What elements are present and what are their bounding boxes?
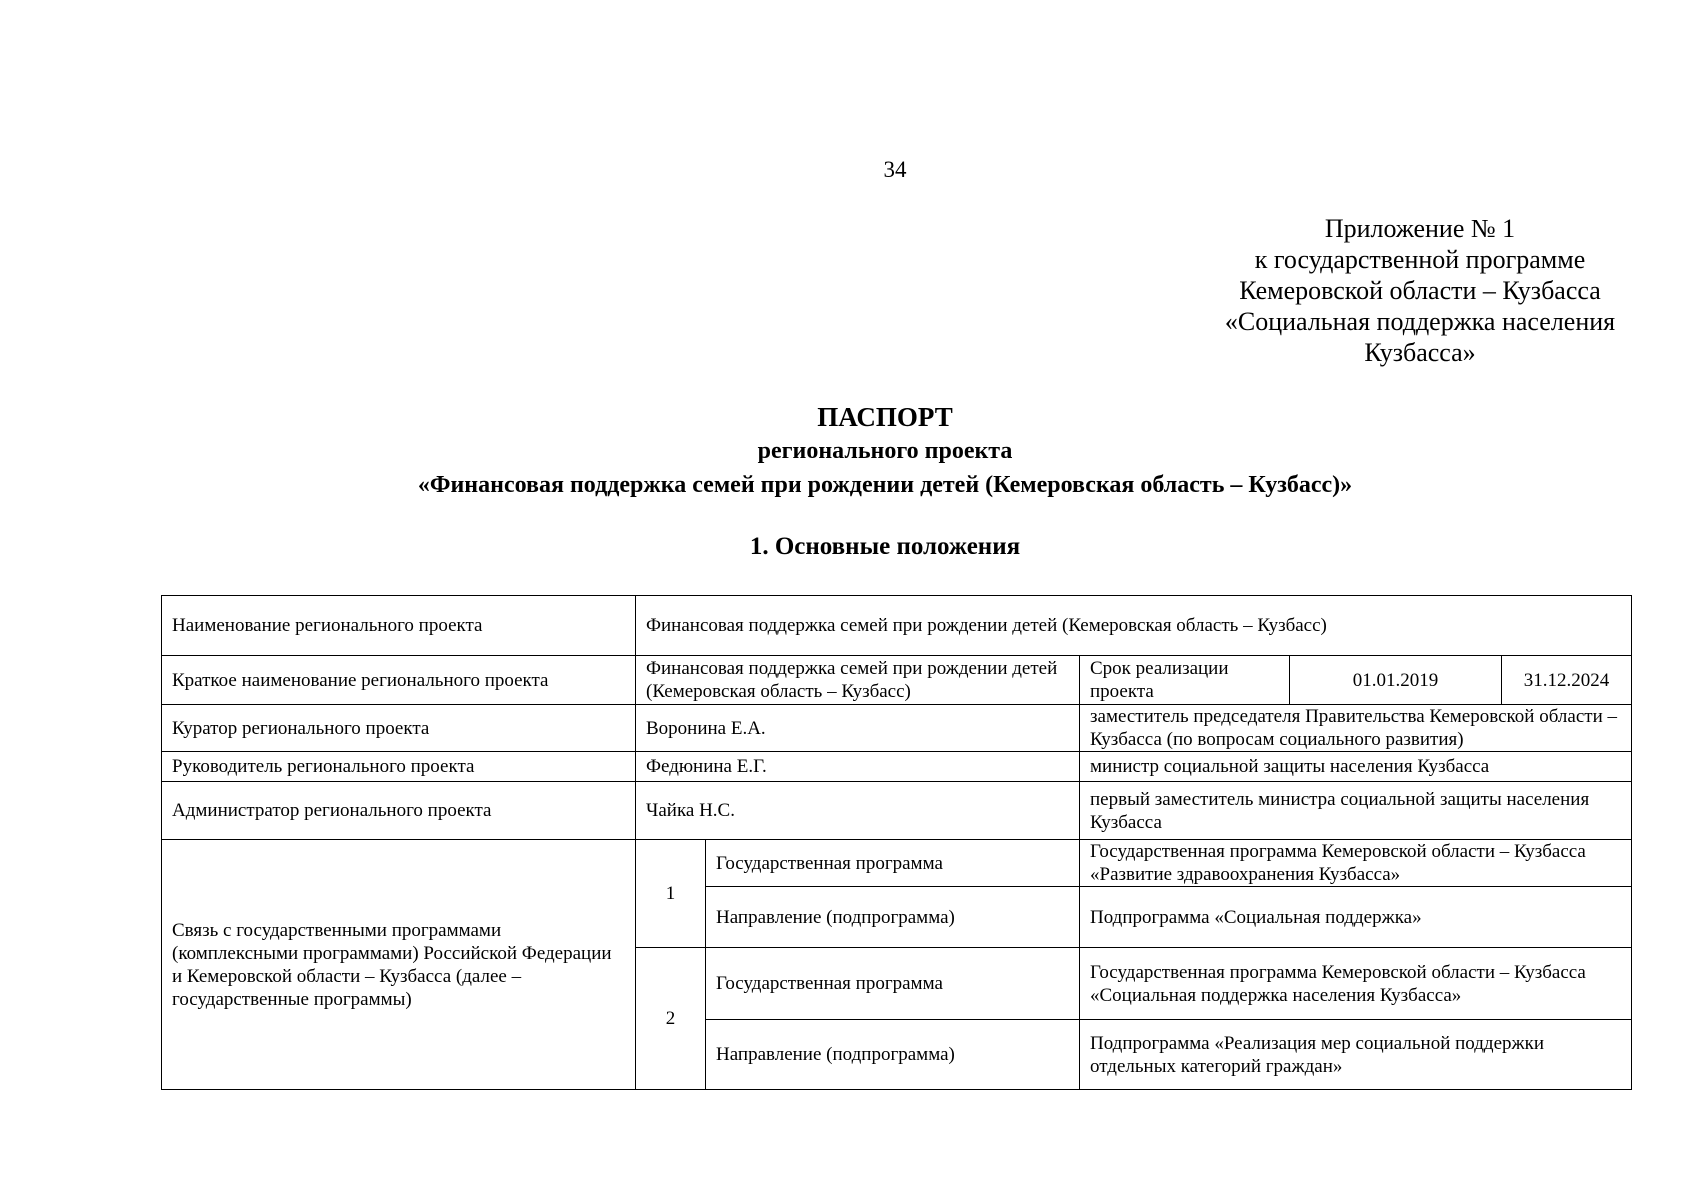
cell-label: Связь с государственными программами (комплексными программами) Российской Федерации и Кемеровской области – Кузбасса (далее – государственные программы) bbox=[162, 840, 636, 1090]
cell-label: Администратор регионального проекта bbox=[162, 782, 636, 840]
cell-program-number: 2 bbox=[636, 948, 706, 1090]
passport-heading bbox=[180, 400, 1590, 502]
appendix-line: Кузбасса» bbox=[1364, 338, 1476, 367]
cell-label: Направление (подпрограмма) bbox=[706, 887, 1080, 948]
cell-label: Государственная программа bbox=[706, 948, 1080, 1020]
table-row bbox=[162, 705, 1632, 752]
cell-label: Направление (подпрограмма) bbox=[706, 1020, 1080, 1090]
table-row bbox=[162, 656, 1632, 705]
cell-label: Краткое наименование регионального проекта bbox=[162, 656, 636, 705]
appendix-line: Приложение № 1 bbox=[1324, 214, 1516, 243]
appendix-line: к государственной программе bbox=[1254, 245, 1586, 274]
cell-value: Воронина Е.А. bbox=[636, 705, 1080, 752]
cell-position: министр социальной защиты населения Кузбасса bbox=[1080, 752, 1632, 782]
appendix-line: «Социальная поддержка населения bbox=[1224, 307, 1616, 336]
table-row bbox=[162, 752, 1632, 782]
cell-value: Подпрограмма «Социальная поддержка» bbox=[1080, 887, 1632, 948]
main-provisions-table bbox=[161, 595, 1632, 1090]
cell-value: Финансовая поддержка семей при рождении детей (Кемеровская область – Кузбасс) bbox=[636, 656, 1080, 705]
cell-label: Государственная программа bbox=[706, 840, 1080, 887]
cell-program-number: 1 bbox=[636, 840, 706, 948]
passport-title: ПАСПОРТ bbox=[817, 402, 953, 432]
passport-subtitle: регионального проекта bbox=[757, 438, 1013, 464]
cell-position: первый заместитель министра социальной защиты населения Кузбасса bbox=[1080, 782, 1632, 840]
cell-start-date: 01.01.2019 bbox=[1290, 656, 1502, 705]
table-row bbox=[162, 840, 1632, 887]
cell-label: Срок реализации проекта bbox=[1080, 656, 1290, 705]
cell-label: Наименование регионального проекта bbox=[162, 596, 636, 656]
cell-position: заместитель председателя Правительства Кемеровской области – Кузбасса (по вопросам социального развития) bbox=[1080, 705, 1632, 752]
cell-value: Финансовая поддержка семей при рождении детей (Кемеровская область – Кузбасс) bbox=[636, 596, 1632, 656]
appendix-header bbox=[1180, 213, 1660, 368]
cell-value: Государственная программа Кемеровской области – Кузбасса «Социальная поддержка населения Кузбасса» bbox=[1080, 948, 1632, 1020]
table-row bbox=[162, 596, 1632, 656]
page-number: 34 bbox=[883, 157, 907, 182]
cell-label: Руководитель регионального проекта bbox=[162, 752, 636, 782]
cell-value: Подпрограмма «Реализация мер социальной поддержки отдельных категорий граждан» bbox=[1080, 1020, 1632, 1090]
cell-value: Федюнина Е.Г. bbox=[636, 752, 1080, 782]
table-row bbox=[162, 782, 1632, 840]
cell-value: Государственная программа Кемеровской области – Кузбасса «Развитие здравоохранения Кузбасса» bbox=[1080, 840, 1632, 887]
cell-value: Чайка Н.С. bbox=[636, 782, 1080, 840]
appendix-line: Кемеровской области – Кузбасса bbox=[1239, 276, 1601, 305]
section-title: 1. Основные положения bbox=[749, 533, 1021, 560]
cell-end-date: 31.12.2024 bbox=[1502, 656, 1632, 705]
passport-project-name: «Финансовая поддержка семей при рождении детей (Кемеровская область – Кузбасс)» bbox=[417, 472, 1353, 498]
cell-label: Куратор регионального проекта bbox=[162, 705, 636, 752]
